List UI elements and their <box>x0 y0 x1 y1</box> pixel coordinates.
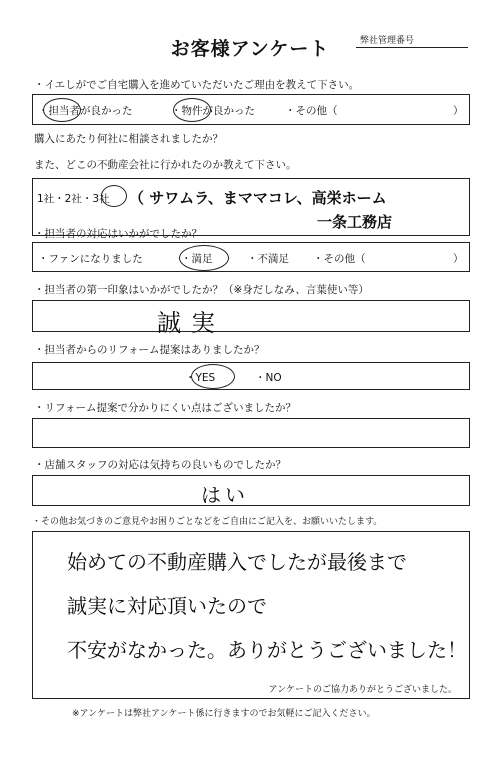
other-comments-answer-box[interactable] <box>32 531 470 699</box>
question-store-staff: ・店舗スタッフの対応は気持ちの良いものでしたか？ <box>34 459 286 471</box>
selected-circle-mark <box>179 245 229 271</box>
handwritten-comment-line: 始めての不動産購入でしたが最後まで <box>67 550 407 574</box>
store-staff-answer-box[interactable] <box>32 475 470 506</box>
option-no[interactable]: ・NO <box>255 372 282 384</box>
handwritten-companies-2: 一条工務店 <box>317 213 393 231</box>
handwritten-comment-line: 誠実に対応頂いたので <box>67 594 267 618</box>
reason-answer-box[interactable] <box>32 94 470 125</box>
handwritten-impression: 誠実 <box>157 309 225 337</box>
option-other[interactable]: ・その他（ <box>285 105 338 117</box>
option-other-close: ） <box>453 253 464 265</box>
option-became-fan[interactable]: ・ファンになりました <box>38 253 143 265</box>
company-count-options[interactable]: 1社・2社・3社 <box>37 193 110 205</box>
thanks-message: アンケートのご協力ありがとうございました。 <box>268 685 457 695</box>
option-satisfied[interactable]: ・満足 <box>181 253 213 265</box>
selected-circle-mark <box>173 98 211 122</box>
question-reason: ・イエしがでご自宅購入を進めていただいたご理由を教えて下さい。 <box>34 79 360 91</box>
question-consult-count: 購入にあたり何社に相談されましたか？ <box>34 133 223 145</box>
question-which-companies: また、どこの不動産会社に行かれたのか教えて下さい。 <box>34 159 297 171</box>
selected-circle-mark <box>43 98 81 122</box>
question-reform-proposal: ・担当者からのリフォーム提案はありましたか？ <box>34 344 265 356</box>
handwritten-companies: （ サワムラ、まママコレ、高栄ホーム <box>129 189 387 207</box>
reform-proposal-answer-box[interactable] <box>32 362 470 390</box>
footer-note: ※アンケートは弊社アンケート係に行きますのでお気軽にご記入ください。 <box>72 709 376 719</box>
unclear-points-answer-box[interactable] <box>32 418 470 448</box>
selected-circle-mark <box>191 364 235 389</box>
handwritten-store-staff: はい <box>201 483 249 507</box>
management-number-label: 弊社管理番号 <box>360 36 415 46</box>
question-first-impression: ・担当者の第一印象はいかがでしたか？（※身だしなみ、言葉使い等） <box>34 284 369 296</box>
handwritten-comment-line: 不安がなかった。ありがとうございました！ <box>67 638 467 662</box>
page-title: お客様アンケート <box>170 38 330 60</box>
question-other-comments: ・その他お気づきのご意見やお困りごとなどをご自由にご記入を、お願いいたします。 <box>32 517 383 527</box>
question-unclear-points: ・リフォーム提案で分かりにくい点はございましたか？ <box>34 402 296 414</box>
management-number-field[interactable] <box>356 47 468 48</box>
selected-circle-mark <box>101 185 127 207</box>
option-other-close: ） <box>453 105 464 117</box>
option-other[interactable]: ・その他（ <box>313 253 366 265</box>
option-staff-good[interactable]: ・担当者が良かった <box>38 105 133 117</box>
first-impression-answer-box[interactable] <box>32 300 470 337</box>
option-property-good[interactable]: ・物件が良かった <box>171 105 255 117</box>
option-unsatisfied[interactable]: ・不満足 <box>247 253 289 265</box>
staff-response-answer-box[interactable] <box>32 242 470 272</box>
question-staff-response: ・担当者の対応はいかがでしたか？ <box>34 228 202 240</box>
option-yes[interactable]: ・YES <box>185 372 216 384</box>
